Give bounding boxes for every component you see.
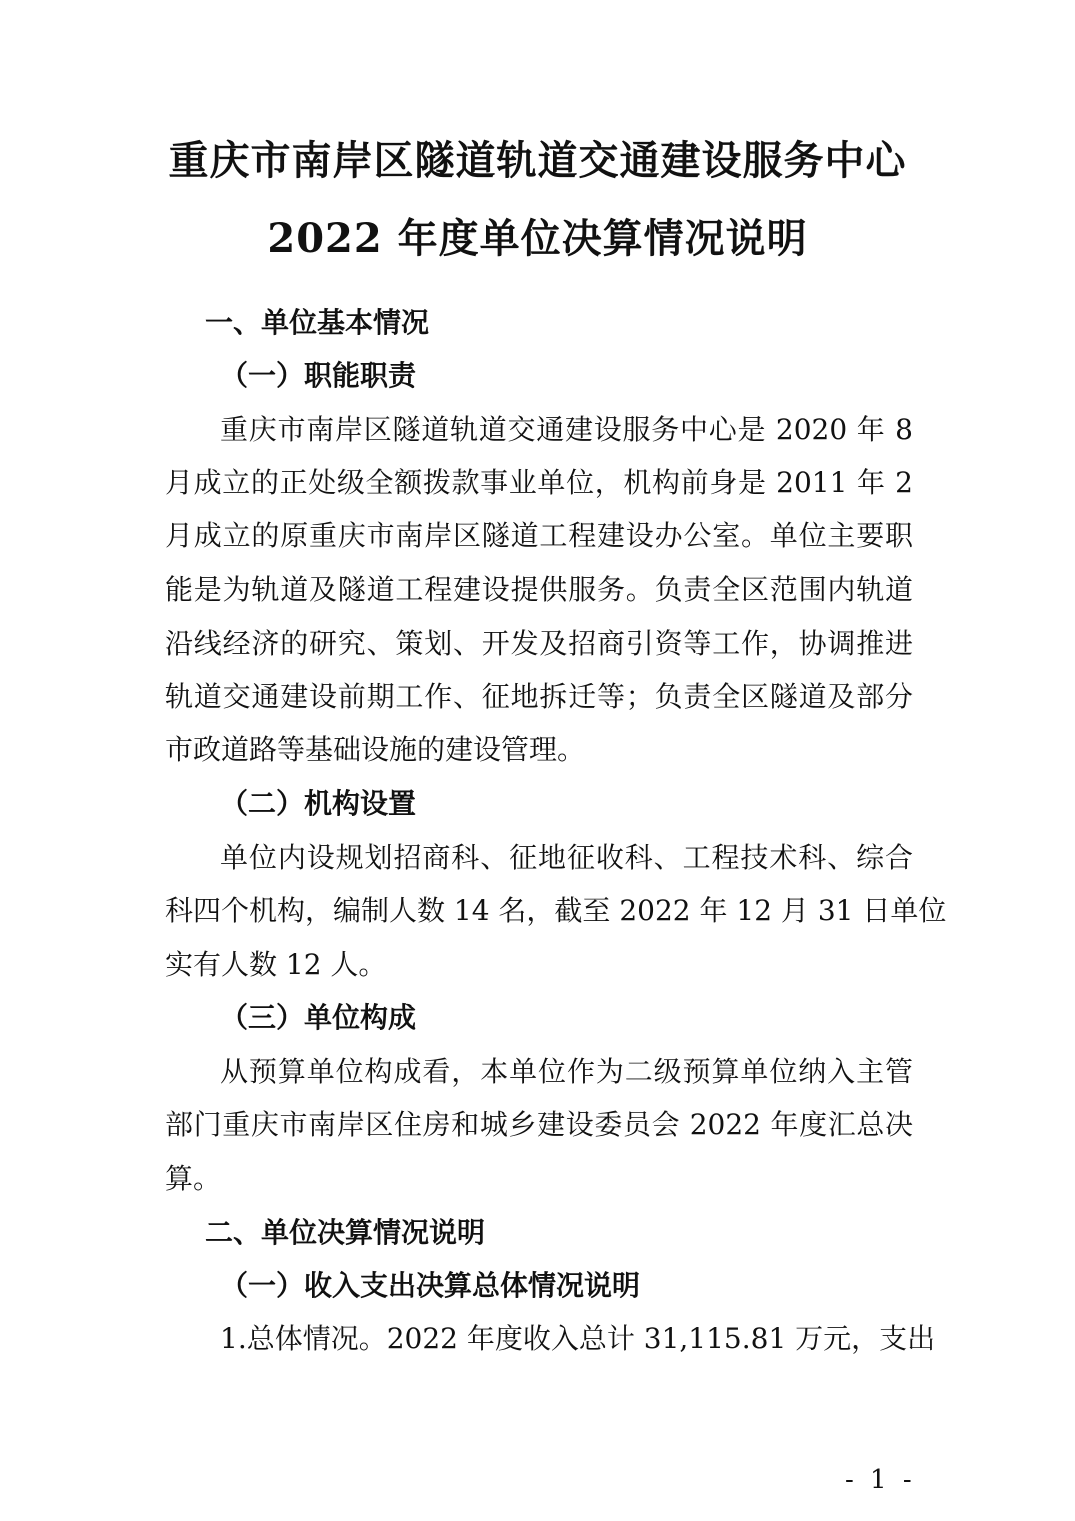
paragraph-line: 从预算单位构成看，本单位作为二级预算单位纳入主管 <box>220 1055 913 1088</box>
paragraph-line: 单位内设规划招商科、征地征收科、工程技术科、综合 <box>220 841 913 874</box>
document-title-line-2: 2022 年度单位决算情况说明 <box>267 215 808 262</box>
paragraph-line: 市政道路等基础设施的建设管理。 <box>165 733 586 766</box>
subsection-2-1-heading: （一）收入支出决算总体情况说明 <box>220 1269 641 1302</box>
paragraph-line: 重庆市南岸区隧道轨道交通建设服务中心是 2020 年 8 <box>220 413 913 446</box>
subsection-1-2-heading: （二）机构设置 <box>220 787 417 820</box>
page-number: - 1 - <box>845 1465 916 1495</box>
document-title-line-1: 重庆市南岸区隧道轨道交通建设服务中心 <box>168 137 907 184</box>
paragraph-line: 月成立的正处级全额拨款事业单位，机构前身是 2011 年 2 <box>165 466 913 499</box>
section-1-heading: 一、单位基本情况 <box>205 306 430 339</box>
paragraph-line: 科四个机构，编制人数 14 名，截至 2022 年 12 月 31 日单位 <box>165 894 947 927</box>
paragraph-line: 月成立的原重庆市南岸区隧道工程建设办公室。单位主要职 <box>165 519 913 552</box>
subsection-1-1-heading: （一）职能职责 <box>220 359 417 392</box>
paragraph-line: 部门重庆市南岸区住房和城乡建设委员会 2022 年度汇总决 <box>165 1108 913 1141</box>
paragraph-line: 能是为轨道及隧道工程建设提供服务。负责全区范围内轨道 <box>165 573 913 606</box>
paragraph-line: 沿线经济的研究、策划、开发及招商引资等工作，协调推进 <box>165 627 913 660</box>
section-2-heading: 二、单位决算情况说明 <box>205 1216 486 1249</box>
subsection-1-3-heading: （三）单位构成 <box>220 1001 417 1034</box>
paragraph-line: 轨道交通建设前期工作、征地拆迁等；负责全区隧道及部分 <box>165 680 913 713</box>
paragraph-line: 算。 <box>165 1162 222 1195</box>
paragraph-line: 1.总体情况。2022 年度收入总计 31,115.81 万元，支出 <box>220 1322 936 1355</box>
paragraph-line: 实有人数 12 人。 <box>165 948 387 981</box>
